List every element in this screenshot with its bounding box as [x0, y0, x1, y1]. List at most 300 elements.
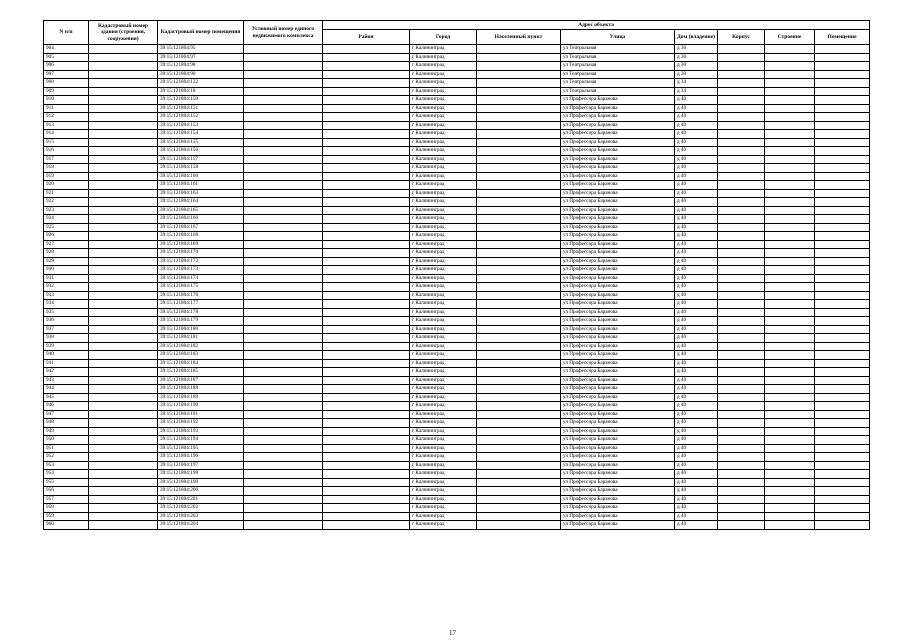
- cell-ulica: ул Профессора Баранова: [561, 487, 675, 496]
- cell-korpus: [718, 512, 765, 521]
- cell-cond-num: [244, 240, 323, 249]
- cell-cond-num: [244, 495, 323, 504]
- table-row: [44, 512, 870, 521]
- cell-raion: [323, 96, 410, 105]
- cell-kad-building: [89, 393, 158, 402]
- cell-korpus: [718, 45, 765, 54]
- table-row: [44, 427, 870, 436]
- cell-num: 942: [44, 368, 89, 377]
- cell-pomeshchenie: [815, 198, 870, 207]
- cell-dom: д 40: [675, 325, 718, 334]
- cell-kad-building: [89, 87, 158, 96]
- cell-ulica: ул Профессора Баранова: [561, 470, 675, 479]
- cell-stroenie: [765, 461, 815, 470]
- cell-kad-building: [89, 521, 158, 530]
- cell-gorod: г Калининград: [410, 402, 477, 411]
- cell-np: [477, 478, 561, 487]
- cell-ulica: ул Театральная: [561, 70, 675, 79]
- cell-gorod: г Калининград: [410, 164, 477, 173]
- cell-ulica: ул Профессора Баранова: [561, 308, 675, 317]
- cell-kad-building: [89, 461, 158, 470]
- cell-stroenie: [765, 274, 815, 283]
- cell-cond-num: [244, 342, 323, 351]
- cell-num: 912: [44, 113, 89, 122]
- cell-stroenie: [765, 291, 815, 300]
- cell-raion: [323, 308, 410, 317]
- cell-pomeshchenie: [815, 385, 870, 394]
- cell-raion: [323, 147, 410, 156]
- table-row: [44, 461, 870, 470]
- cell-pomeshchenie: [815, 189, 870, 198]
- cell-korpus: [718, 444, 765, 453]
- cell-gorod: г Калининград: [410, 138, 477, 147]
- cell-num: 920: [44, 181, 89, 190]
- cell-np: [477, 172, 561, 181]
- cell-ulica: ул Профессора Баранова: [561, 385, 675, 394]
- table-body: [44, 45, 870, 530]
- cell-kad-building: [89, 121, 158, 130]
- cell-kad-room: 39:15:121804:160: [158, 172, 244, 181]
- cell-stroenie: [765, 512, 815, 521]
- cell-korpus: [718, 62, 765, 71]
- cell-stroenie: [765, 342, 815, 351]
- cell-np: [477, 427, 561, 436]
- cell-stroenie: [765, 79, 815, 88]
- table-row: [44, 368, 870, 377]
- cell-dom: д 40: [675, 359, 718, 368]
- cell-num: 922: [44, 198, 89, 207]
- cell-pomeshchenie: [815, 70, 870, 79]
- cell-ulica: ул Профессора Баранова: [561, 130, 675, 139]
- cell-dom: д 34: [675, 87, 718, 96]
- cell-num: 910: [44, 96, 89, 105]
- cell-stroenie: [765, 45, 815, 54]
- cell-kad-room: 39:15:121804:204: [158, 521, 244, 530]
- cell-ulica: ул Театральная: [561, 62, 675, 71]
- cell-np: [477, 215, 561, 224]
- table-row: [44, 215, 870, 224]
- cell-stroenie: [765, 155, 815, 164]
- cell-cond-num: [244, 164, 323, 173]
- cell-kad-building: [89, 376, 158, 385]
- table-row: [44, 172, 870, 181]
- cell-dom: д 40: [675, 376, 718, 385]
- table-row: [44, 504, 870, 513]
- cell-cond-num: [244, 130, 323, 139]
- cell-korpus: [718, 453, 765, 462]
- cell-np: [477, 113, 561, 122]
- cell-kad-building: [89, 172, 158, 181]
- cell-kad-room: 39:15:121804:90: [158, 70, 244, 79]
- cell-stroenie: [765, 53, 815, 62]
- cell-np: [477, 45, 561, 54]
- cell-korpus: [718, 504, 765, 513]
- cell-raion: [323, 385, 410, 394]
- cell-np: [477, 402, 561, 411]
- table-row: [44, 232, 870, 241]
- cell-np: [477, 393, 561, 402]
- cell-np: [477, 470, 561, 479]
- cell-np: [477, 155, 561, 164]
- cell-korpus: [718, 138, 765, 147]
- cell-dom: д 40: [675, 436, 718, 445]
- cell-kad-building: [89, 181, 158, 190]
- cell-num: 914: [44, 130, 89, 139]
- cell-korpus: [718, 470, 765, 479]
- table-row: [44, 45, 870, 54]
- cell-np: [477, 359, 561, 368]
- cell-gorod: г Калининград: [410, 436, 477, 445]
- cell-korpus: [718, 461, 765, 470]
- header-kad-building: Кадастровый номер здания (строения, сооружения): [89, 21, 158, 45]
- cell-stroenie: [765, 283, 815, 292]
- cell-pomeshchenie: [815, 283, 870, 292]
- cell-cond-num: [244, 317, 323, 326]
- cell-ulica: ул Профессора Баранова: [561, 138, 675, 147]
- cell-cond-num: [244, 113, 323, 122]
- cell-kad-building: [89, 113, 158, 122]
- cell-kad-building: [89, 308, 158, 317]
- cell-dom: д 40: [675, 189, 718, 198]
- cell-korpus: [718, 487, 765, 496]
- cell-ulica: ул Профессора Баранова: [561, 266, 675, 275]
- cell-stroenie: [765, 215, 815, 224]
- cell-gorod: г Калининград: [410, 444, 477, 453]
- cell-cond-num: [244, 478, 323, 487]
- cell-kad-room: 39:15:121804:178: [158, 308, 244, 317]
- cell-ulica: ул Профессора Баранова: [561, 325, 675, 334]
- cell-ulica: ул Профессора Баранова: [561, 342, 675, 351]
- cell-stroenie: [765, 232, 815, 241]
- table-row: [44, 147, 870, 156]
- table-row: [44, 436, 870, 445]
- cell-dom: д 40: [675, 181, 718, 190]
- cell-dom: д 40: [675, 427, 718, 436]
- table-row: [44, 96, 870, 105]
- cell-korpus: [718, 351, 765, 360]
- cell-gorod: г Калининград: [410, 62, 477, 71]
- cell-dom: д 34: [675, 79, 718, 88]
- cell-korpus: [718, 130, 765, 139]
- cell-kad-room: 39:15:121804:196: [158, 453, 244, 462]
- cell-num: 936: [44, 317, 89, 326]
- cell-gorod: г Калининград: [410, 215, 477, 224]
- cell-kad-room: 39:15:121804:172: [158, 257, 244, 266]
- cell-kad-building: [89, 283, 158, 292]
- cell-cond-num: [244, 257, 323, 266]
- cell-stroenie: [765, 96, 815, 105]
- cell-raion: [323, 155, 410, 164]
- cell-raion: [323, 240, 410, 249]
- cell-cond-num: [244, 79, 323, 88]
- cell-pomeshchenie: [815, 495, 870, 504]
- cell-korpus: [718, 113, 765, 122]
- cell-raion: [323, 351, 410, 360]
- cell-korpus: [718, 359, 765, 368]
- cell-korpus: [718, 521, 765, 530]
- cell-kad-building: [89, 470, 158, 479]
- cell-kad-building: [89, 62, 158, 71]
- cell-kad-building: [89, 223, 158, 232]
- cell-kad-room: 39:15:121804:175: [158, 283, 244, 292]
- cell-raion: [323, 504, 410, 513]
- cell-gorod: г Калининград: [410, 172, 477, 181]
- cell-gorod: г Калининград: [410, 113, 477, 122]
- header-stroenie: Строение: [765, 30, 815, 45]
- cell-raion: [323, 87, 410, 96]
- cell-gorod: г Калининград: [410, 249, 477, 258]
- cell-dom: д 40: [675, 164, 718, 173]
- cell-gorod: г Калининград: [410, 351, 477, 360]
- cell-cond-num: [244, 359, 323, 368]
- cell-cond-num: [244, 461, 323, 470]
- cell-kad-room: 39:15:121804:201: [158, 495, 244, 504]
- cell-kad-building: [89, 147, 158, 156]
- cell-raion: [323, 62, 410, 71]
- cell-kad-building: [89, 436, 158, 445]
- cell-korpus: [718, 283, 765, 292]
- cell-ulica: ул Профессора Баранова: [561, 232, 675, 241]
- cell-kad-room: 39:15:121804:180: [158, 325, 244, 334]
- cell-dom: д 40: [675, 198, 718, 207]
- cell-kad-building: [89, 53, 158, 62]
- cell-pomeshchenie: [815, 232, 870, 241]
- cell-ulica: ул Профессора Баранова: [561, 351, 675, 360]
- cell-num: 904: [44, 45, 89, 54]
- cell-korpus: [718, 317, 765, 326]
- cell-kad-room: 39:15:121804:191: [158, 410, 244, 419]
- cell-num: 941: [44, 359, 89, 368]
- cell-dom: д 40: [675, 138, 718, 147]
- cell-gorod: г Калининград: [410, 291, 477, 300]
- cell-cond-num: [244, 368, 323, 377]
- cell-ulica: ул Профессора Баранова: [561, 521, 675, 530]
- cell-kad-building: [89, 96, 158, 105]
- cell-dom: д 40: [675, 206, 718, 215]
- cell-np: [477, 512, 561, 521]
- cell-pomeshchenie: [815, 240, 870, 249]
- cell-num: 947: [44, 410, 89, 419]
- cell-korpus: [718, 70, 765, 79]
- cell-num: 908: [44, 79, 89, 88]
- cell-raion: [323, 393, 410, 402]
- cell-pomeshchenie: [815, 104, 870, 113]
- cell-dom: д 40: [675, 512, 718, 521]
- cell-dom: д 40: [675, 521, 718, 530]
- cell-stroenie: [765, 130, 815, 139]
- table-row: [44, 164, 870, 173]
- cell-stroenie: [765, 359, 815, 368]
- table-row: [44, 334, 870, 343]
- cell-np: [477, 325, 561, 334]
- cell-raion: [323, 470, 410, 479]
- cell-cond-num: [244, 121, 323, 130]
- cell-np: [477, 419, 561, 428]
- cell-gorod: г Калининград: [410, 121, 477, 130]
- cell-gorod: г Калининград: [410, 240, 477, 249]
- cell-dom: д 40: [675, 393, 718, 402]
- cell-dom: д 40: [675, 495, 718, 504]
- cell-raion: [323, 342, 410, 351]
- cell-kad-room: 39:15:121804:198: [158, 470, 244, 479]
- cell-ulica: ул Профессора Баранова: [561, 283, 675, 292]
- cell-kad-room: 39:15:121804:200: [158, 487, 244, 496]
- cell-ulica: ул Профессора Баранова: [561, 300, 675, 309]
- table-row: [44, 495, 870, 504]
- cell-gorod: г Калининград: [410, 189, 477, 198]
- cell-dom: д 40: [675, 172, 718, 181]
- cell-pomeshchenie: [815, 79, 870, 88]
- cell-pomeshchenie: [815, 317, 870, 326]
- cell-korpus: [718, 376, 765, 385]
- cell-cond-num: [244, 189, 323, 198]
- cell-kad-room: 39:15:121804:174: [158, 274, 244, 283]
- cell-np: [477, 189, 561, 198]
- cell-pomeshchenie: [815, 172, 870, 181]
- cell-cond-num: [244, 147, 323, 156]
- cell-stroenie: [765, 402, 815, 411]
- cell-pomeshchenie: [815, 342, 870, 351]
- cell-raion: [323, 419, 410, 428]
- cell-pomeshchenie: [815, 113, 870, 122]
- cell-raion: [323, 444, 410, 453]
- cell-kad-building: [89, 189, 158, 198]
- cell-num: 946: [44, 402, 89, 411]
- cell-stroenie: [765, 478, 815, 487]
- cell-stroenie: [765, 436, 815, 445]
- cell-np: [477, 121, 561, 130]
- cell-kad-room: 39:15:121804:199: [158, 478, 244, 487]
- cell-pomeshchenie: [815, 410, 870, 419]
- cell-dom: д 30: [675, 70, 718, 79]
- cell-kad-room: 39:15:121804:153: [158, 121, 244, 130]
- cell-num: 907: [44, 70, 89, 79]
- cell-pomeshchenie: [815, 138, 870, 147]
- cell-ulica: ул Профессора Баранова: [561, 147, 675, 156]
- cell-cond-num: [244, 444, 323, 453]
- cell-gorod: г Калининград: [410, 385, 477, 394]
- cell-pomeshchenie: [815, 223, 870, 232]
- cell-dom: д 40: [675, 155, 718, 164]
- cell-raion: [323, 368, 410, 377]
- cell-raion: [323, 274, 410, 283]
- cell-kad-room: 39:15:121804:164: [158, 198, 244, 207]
- cell-pomeshchenie: [815, 121, 870, 130]
- cell-kad-room: 39:15:121804:98: [158, 62, 244, 71]
- cell-raion: [323, 461, 410, 470]
- cell-stroenie: [765, 351, 815, 360]
- cell-cond-num: [244, 274, 323, 283]
- table-row: [44, 240, 870, 249]
- cell-gorod: г Калининград: [410, 104, 477, 113]
- cell-raion: [323, 215, 410, 224]
- cell-ulica: ул Профессора Баранова: [561, 478, 675, 487]
- cell-np: [477, 283, 561, 292]
- cell-num: 931: [44, 274, 89, 283]
- cell-dom: д 40: [675, 257, 718, 266]
- cell-kad-room: 39:15:121804:155: [158, 138, 244, 147]
- cell-gorod: г Калининград: [410, 87, 477, 96]
- cell-korpus: [718, 223, 765, 232]
- cell-num: 911: [44, 104, 89, 113]
- cell-raion: [323, 189, 410, 198]
- cell-num: 924: [44, 215, 89, 224]
- cell-raion: [323, 317, 410, 326]
- cell-num: 940: [44, 351, 89, 360]
- cell-np: [477, 487, 561, 496]
- cell-kad-room: 39:15:121804:189: [158, 393, 244, 402]
- cell-kad-room: 39:15:121804:165: [158, 206, 244, 215]
- table-row: [44, 104, 870, 113]
- cell-ulica: ул Профессора Баранова: [561, 376, 675, 385]
- cell-raion: [323, 359, 410, 368]
- cell-stroenie: [765, 164, 815, 173]
- cell-kad-building: [89, 249, 158, 258]
- cell-pomeshchenie: [815, 274, 870, 283]
- cell-dom: д 40: [675, 470, 718, 479]
- cell-num: 955: [44, 478, 89, 487]
- cell-raion: [323, 512, 410, 521]
- cell-cond-num: [244, 351, 323, 360]
- table-row: [44, 266, 870, 275]
- cell-dom: д 40: [675, 113, 718, 122]
- cell-gorod: г Калининград: [410, 130, 477, 139]
- cell-pomeshchenie: [815, 359, 870, 368]
- cell-pomeshchenie: [815, 393, 870, 402]
- cell-raion: [323, 410, 410, 419]
- cell-kad-room: 39:15:121804:18: [158, 87, 244, 96]
- cell-kad-room: 39:15:121804:185: [158, 368, 244, 377]
- table-row: [44, 385, 870, 394]
- cell-raion: [323, 70, 410, 79]
- cell-np: [477, 444, 561, 453]
- cell-stroenie: [765, 206, 815, 215]
- cell-gorod: г Калининград: [410, 266, 477, 275]
- cell-raion: [323, 198, 410, 207]
- header-raion: Район: [323, 30, 410, 45]
- table-row: [44, 257, 870, 266]
- header-np: Населенный пункт: [477, 30, 561, 45]
- table-row: [44, 291, 870, 300]
- cell-num: 951: [44, 444, 89, 453]
- cell-pomeshchenie: [815, 96, 870, 105]
- cell-korpus: [718, 393, 765, 402]
- cell-ulica: ул Профессора Баранова: [561, 172, 675, 181]
- table-row: [44, 223, 870, 232]
- cell-kad-building: [89, 410, 158, 419]
- cell-kad-room: 39:15:121804:188: [158, 385, 244, 394]
- cell-kad-room: 39:15:121804:122: [158, 79, 244, 88]
- cell-kad-room: 39:15:121804:182: [158, 342, 244, 351]
- cell-ulica: ул Профессора Баранова: [561, 113, 675, 122]
- cell-ulica: ул Профессора Баранова: [561, 444, 675, 453]
- cell-num: 906: [44, 62, 89, 71]
- cell-np: [477, 96, 561, 105]
- cell-cond-num: [244, 266, 323, 275]
- cell-pomeshchenie: [815, 504, 870, 513]
- cell-dom: д 40: [675, 266, 718, 275]
- cell-ulica: ул Профессора Баранова: [561, 155, 675, 164]
- cell-gorod: г Калининград: [410, 198, 477, 207]
- cell-ulica: ул Профессора Баранова: [561, 402, 675, 411]
- cell-gorod: г Калининград: [410, 232, 477, 241]
- cell-stroenie: [765, 121, 815, 130]
- cell-cond-num: [244, 419, 323, 428]
- cell-ulica: ул Театральная: [561, 53, 675, 62]
- cell-kad-building: [89, 478, 158, 487]
- cell-dom: д 30: [675, 45, 718, 54]
- cell-dom: д 40: [675, 334, 718, 343]
